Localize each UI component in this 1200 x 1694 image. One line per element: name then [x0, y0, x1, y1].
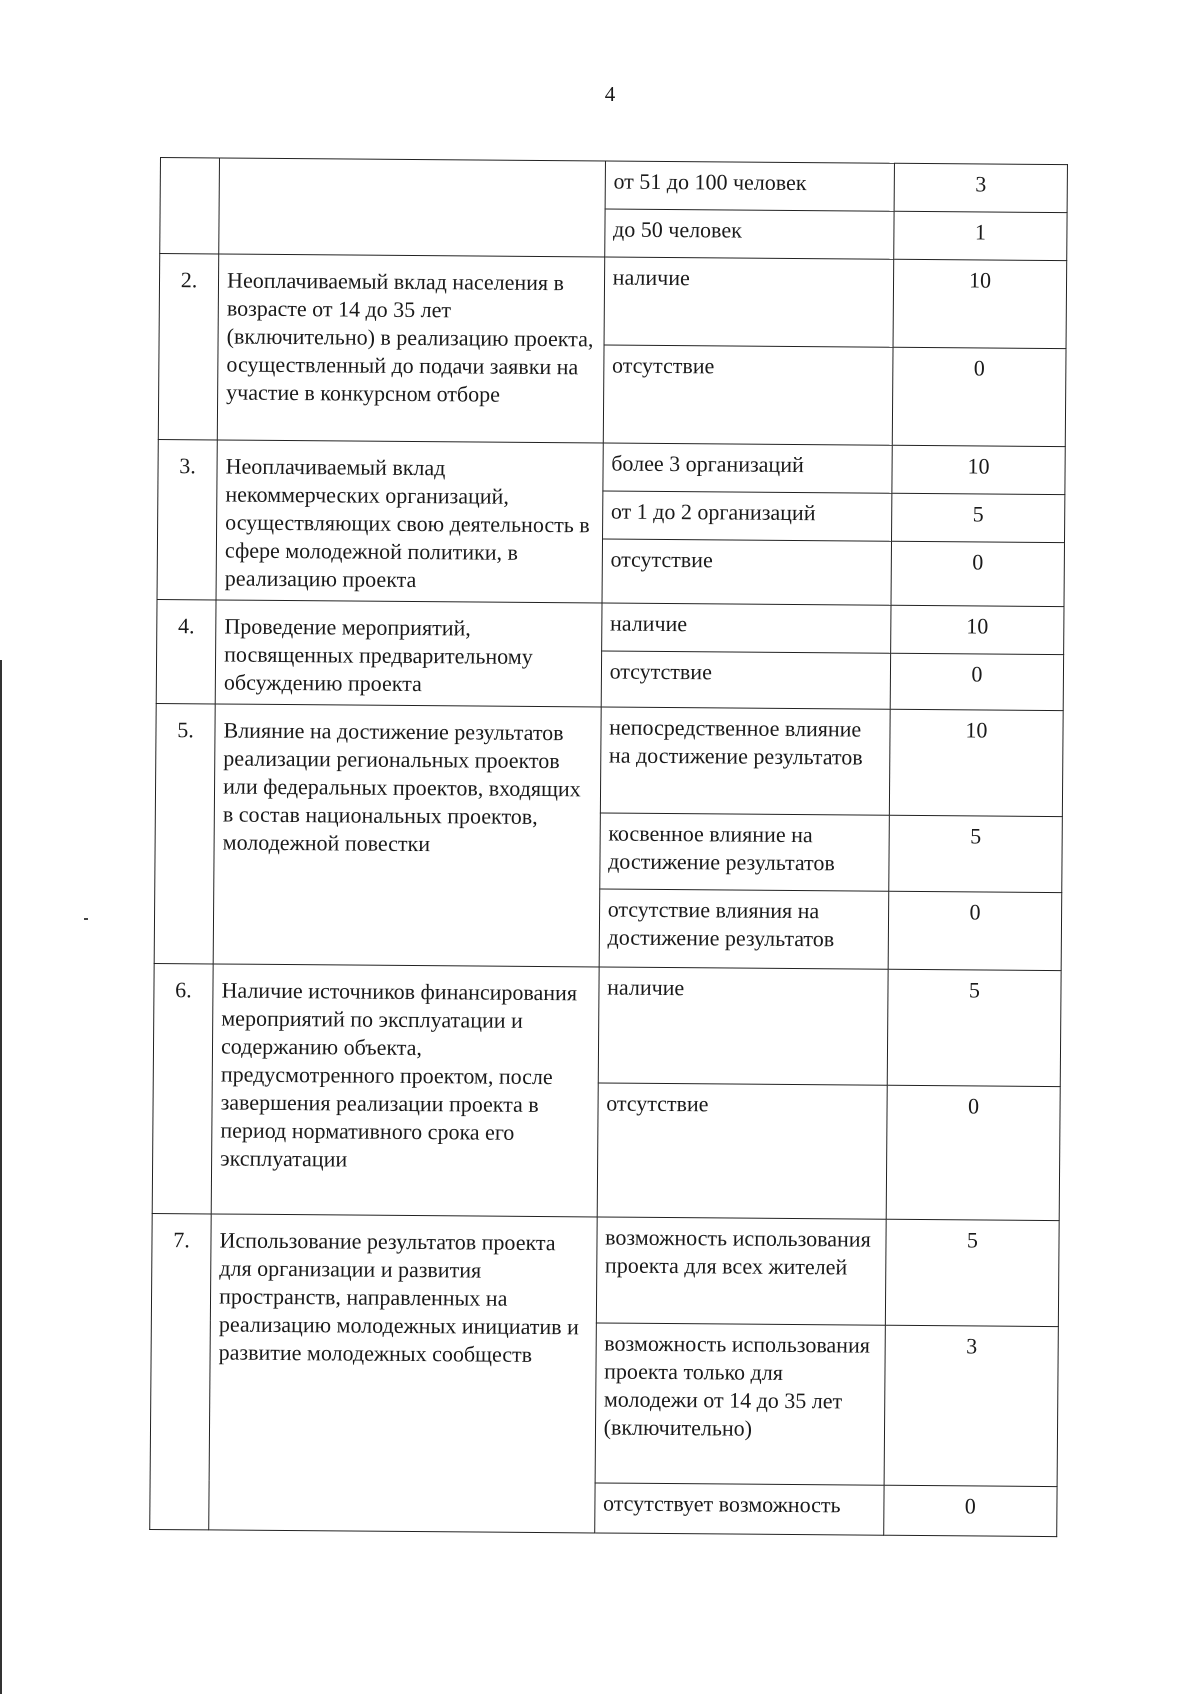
option-label: отсутствие [597, 1083, 887, 1219]
option-score: 10 [893, 259, 1067, 348]
criterion-text: Проведение мероприятий, посвященных предварительному обсуждению проекта [215, 600, 601, 707]
option-label: более 3 организаций [603, 443, 893, 493]
option-label: наличие [598, 967, 888, 1085]
option-score: 0 [888, 891, 1062, 970]
table-row [159, 254, 1067, 349]
criterion-number [160, 158, 220, 254]
scan-stray-mark [84, 918, 88, 920]
criteria-table-body [150, 158, 1068, 1537]
option-score: 0 [891, 541, 1065, 606]
option-score: 3 [894, 163, 1067, 212]
option-label: от 51 до 100 человек [605, 161, 895, 211]
option-score: 5 [889, 815, 1063, 892]
criterion-text: Использование результатов проекта для организации и развития пространств, направленных на реализацию молодежных инициатив и развитие молодежных сообществ [209, 1214, 597, 1533]
option-label: отсутствие [602, 539, 892, 605]
criterion-text: Неоплачиваемый вклад населения в возрасте от 14 до 35 лет (включительно) в реализацию проекта, осуществленный до подачи заявки на участие в конкурсном отборе [217, 254, 604, 443]
table-row [157, 599, 1064, 654]
criterion-number: 6. [152, 963, 213, 1213]
option-score: 5 [885, 1219, 1059, 1326]
option-score: 10 [891, 605, 1064, 654]
option-label: отсутствует возможность [594, 1483, 884, 1535]
criterion-number: 2. [158, 254, 219, 440]
table-row [160, 158, 1067, 213]
option-label: отсутствие [603, 345, 893, 445]
option-score: 10 [892, 445, 1065, 494]
option-score: 0 [884, 1485, 1058, 1536]
option-score: 1 [894, 211, 1067, 260]
criterion-number: 5. [154, 703, 215, 963]
option-label: возможность использования проекта только для молодежи от 14 до 35 лет (включительно) [595, 1323, 885, 1485]
table-row [158, 439, 1065, 494]
page-number: 4 [604, 82, 616, 106]
criteria-table [149, 157, 1068, 1537]
option-score: 3 [884, 1325, 1058, 1486]
criterion-text [219, 158, 605, 257]
criterion-number: 7. [150, 1213, 212, 1529]
option-score: 10 [889, 709, 1063, 816]
option-label: от 1 до 2 организаций [602, 491, 892, 541]
option-score: 5 [887, 969, 1061, 1086]
criterion-number: 3. [157, 439, 217, 599]
option-label: наличие [601, 603, 891, 653]
option-label: отсутствие [601, 651, 891, 709]
scan-edge-line [0, 660, 2, 1694]
option-score: 0 [886, 1085, 1060, 1220]
table-row [151, 1213, 1059, 1326]
option-label: наличие [604, 257, 894, 347]
option-label: до 50 человек [604, 209, 894, 259]
criterion-text: Влияние на достижение результатов реализации региональных проектов или федеральных проектов, входящих в состав национальных проектов, молодежной повестки [213, 704, 601, 967]
criterion-number: 4. [156, 599, 216, 703]
table-row [153, 963, 1061, 1086]
option-score: 5 [891, 493, 1064, 542]
criterion-text: Наличие источников финансирования мероприятий по эксплуатации и содержанию объекта, предусмотренного проектом, после завершения реализации проекта в период нормативного срока его эксплуатации [211, 964, 599, 1217]
option-score: 0 [890, 653, 1064, 710]
criterion-text: Неоплачиваемый вклад некоммерческих организаций, осуществляющих свою деятельность в сфере молодежной политики, в реализацию проекта [216, 440, 603, 603]
option-label: непосредственное влияние на достижение результатов [600, 707, 890, 815]
option-score: 0 [892, 347, 1066, 446]
table-row [155, 703, 1063, 816]
option-label: косвенное влияние на достижение результатов [599, 813, 889, 891]
option-label: возможность использования проекта для всех жителей [596, 1217, 886, 1325]
option-label: отсутствие влияния на достижение результатов [599, 889, 889, 969]
